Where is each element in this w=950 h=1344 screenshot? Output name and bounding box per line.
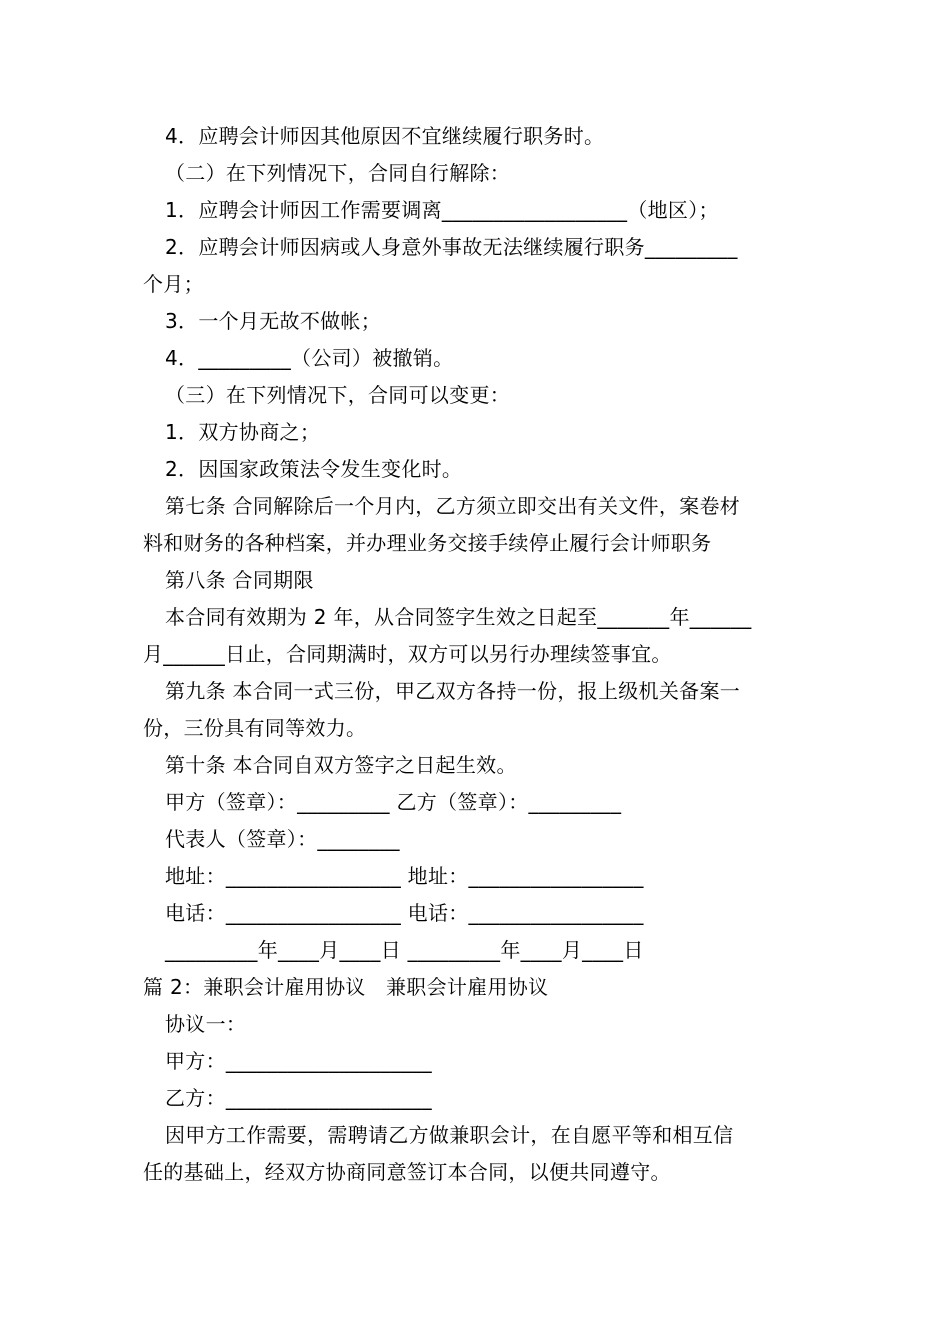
- preamble-line: 因甲方工作需要，需聘请乙方做兼职会计，在自愿平等和相互信: [165, 1123, 734, 1147]
- clause-line: 3．一个月无故不做帐；: [165, 309, 382, 333]
- date-line: _________年____月____日 _________年____月____日: [165, 938, 644, 962]
- article-7-continuation: 料和财务的各种档案，并办理业务交接手续停止履行会计师职务: [143, 531, 712, 555]
- document-body: [143, 118, 813, 1191]
- phone-line: 电话：_________________ 电话：_________________: [165, 901, 644, 925]
- signature-line: 甲方（签章）：_________ 乙方（签章）：_________: [165, 790, 622, 814]
- article-7-line: 第七条 合同解除后一个月内，乙方须立即交出有关文件，案卷材: [165, 494, 741, 518]
- clause-line: 1．应聘会计师因工作需要调离__________________（地区）；: [165, 198, 719, 222]
- party-a-line: 甲方：____________________: [165, 1049, 432, 1073]
- clause-line: 4．_________（公司）被撤销。: [165, 346, 454, 370]
- clause-line: 1．双方协商之；: [165, 420, 321, 444]
- agreement-one-label: 协议一：: [165, 1012, 247, 1036]
- section-heading: （二）在下列情况下，合同自行解除：: [165, 161, 511, 185]
- article-9-continuation: 份，三份具有同等效力。: [143, 716, 367, 740]
- clause-line: 2．因国家政策法令发生变化时。: [165, 457, 463, 481]
- article-8-line: 本合同有效期为 2 年，从合同签字生效之日起至_______年______: [165, 605, 752, 629]
- representative-line: 代表人（签章）：________: [165, 827, 400, 851]
- article-8-continuation: 月______日止，合同期满时，双方可以另行办理续签事宜。: [143, 642, 672, 666]
- clause-line: 2．应聘会计师因病或人身意外事故无法继续履行职务_________: [165, 235, 738, 259]
- article-8-heading: 第八条 合同期限: [165, 568, 314, 592]
- party-b-line: 乙方：____________________: [165, 1086, 432, 1110]
- article-9-line: 第九条 本合同一式三份，甲乙双方各持一份，报上级机关备案一: [165, 679, 741, 703]
- preamble-continuation: 任的基础上，经双方协商同意签订本合同，以便共同遵守。: [143, 1160, 671, 1184]
- article-10-line: 第十条 本合同自双方签字之日起生效。: [165, 753, 517, 777]
- clause-line-continuation: 个月；: [143, 272, 204, 296]
- part-2-heading: 篇 2：兼职会计雇用协议 兼职会计雇用协议: [143, 975, 549, 999]
- clause-line: 4．应聘会计师因其他原因不宜继续履行职务时。: [165, 124, 605, 148]
- address-line: 地址：_________________ 地址：_________________: [165, 864, 644, 888]
- section-heading: （三）在下列情况下，合同可以变更：: [165, 383, 511, 407]
